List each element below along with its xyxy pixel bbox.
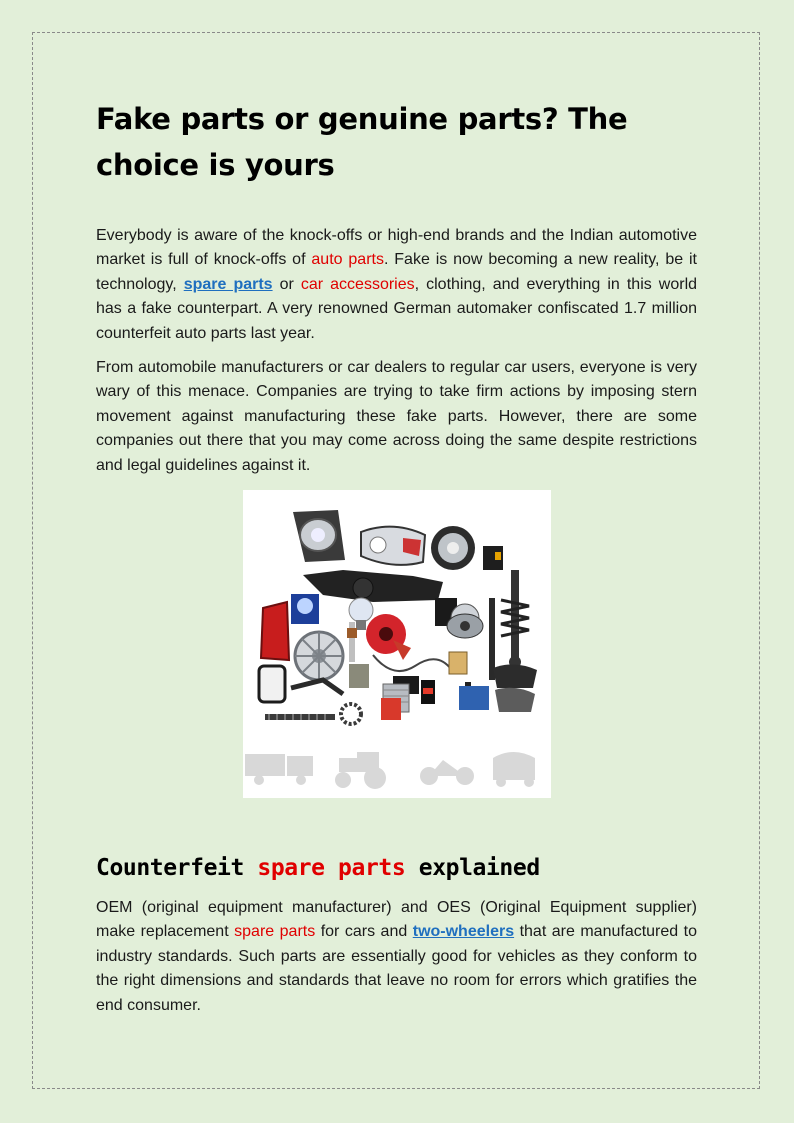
brake-pad-icon	[493, 664, 537, 688]
drive-chain-icon	[265, 714, 335, 720]
section-text-3: that are manufactured to industry standards. Such parts are essentially good for vehicles as they conform to the right dimensions and standards that leave no room for errors which gratifies the end consumer.	[96, 923, 698, 1014]
spark-plug-icon	[347, 622, 357, 662]
sprocket-icon	[341, 704, 361, 724]
motorcycle-icon	[420, 760, 474, 785]
alloy-wheel-icon	[295, 632, 343, 680]
fog-lamp-icon	[431, 526, 475, 570]
speaker-icon	[447, 614, 483, 638]
auto-parts-link[interactable]: auto parts	[311, 251, 384, 269]
filter-box-icon	[381, 698, 401, 720]
shock-absorber-icon	[501, 570, 529, 668]
section-heading	[96, 850, 540, 886]
auto-parts-image	[243, 490, 551, 798]
section-paragraph	[96, 896, 697, 1018]
bulb-box-icon	[291, 594, 319, 624]
article-body	[96, 96, 697, 478]
tail-lamp-icon	[261, 602, 289, 660]
relay-icon	[483, 546, 503, 570]
cdi-unit-icon	[349, 664, 369, 688]
battery-icon	[459, 682, 489, 710]
engine-oil-icon	[421, 680, 435, 704]
section-heading-pre: Counterfeit	[96, 855, 258, 881]
intro-text-1: Everybody is aware of the knock-offs or high-end brands and the Indian automotive market is full of knock-offs of	[96, 227, 697, 269]
rear-view-mirror-icon	[259, 666, 285, 702]
second-paragraph: From automobile manufacturers or car dealers to regular car users, everyone is very wary of this menace. Companies are trying to take firm actions by imposing stern movement against manufacturing these fake parts. However, there are some companies out there that you may come across doing the same despite restrictions and legal guidelines against it.	[96, 359, 697, 474]
spare-parts-link[interactable]: spare parts	[183, 275, 273, 293]
switch-cluster-icon	[303, 570, 443, 602]
brake-shoe-icon	[495, 688, 535, 712]
intro-text-4: , clothing, and everything in this world has a fake counterpart. A very renowned German automaker confiscated 1.7 million counterfeit auto parts last year.	[96, 275, 698, 342]
section-spare-parts-link[interactable]: spare parts	[234, 923, 316, 941]
auto-rickshaw-icon	[493, 752, 535, 787]
intro-paragraph	[96, 224, 697, 346]
intro-text-2: . Fake is now becoming a new reality, be it technology,	[96, 251, 698, 293]
brake-lever-icon	[291, 680, 343, 694]
tractor-icon	[335, 752, 386, 789]
truck-icon	[245, 754, 313, 785]
section-text-1: OEM (original equipment manufacturer) and OES (Original Equipment supplier) make replacement	[96, 899, 697, 941]
intro-text-3: or	[272, 275, 301, 293]
section-body	[96, 896, 697, 1018]
section-text-2: for cars and	[315, 923, 413, 941]
page-title: Fake parts or genuine parts? The choice is yours	[96, 102, 628, 182]
auto-parts-collage	[243, 490, 551, 798]
oil-filter-icon	[449, 652, 467, 674]
section-heading-post: explained	[405, 855, 540, 881]
car-accessories-link[interactable]: car accessories	[300, 275, 415, 293]
section-heading-highlight: spare parts	[257, 855, 406, 881]
two-wheelers-link[interactable]: two-wheelers	[412, 923, 515, 941]
headlamp-icon	[293, 510, 345, 562]
car-headlight-icon	[361, 527, 425, 565]
